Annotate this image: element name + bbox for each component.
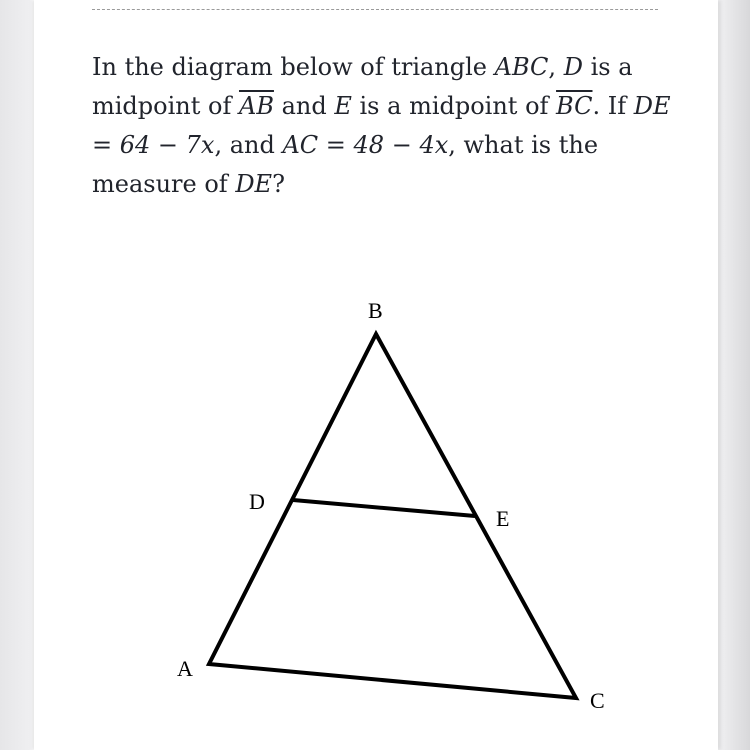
- vertex-label-c: C: [590, 688, 605, 713]
- triangle-lines: [209, 334, 576, 698]
- question-text-part: . If: [592, 92, 634, 120]
- math-point-d: D: [563, 53, 583, 81]
- math-equation-de: DE = 64 − 7x: [92, 92, 671, 159]
- question-text-part: ,: [548, 53, 564, 81]
- triangle-abc: [209, 334, 576, 698]
- vertex-label-d: D: [249, 489, 265, 514]
- math-triangle-abc: ABC: [494, 53, 549, 81]
- math-equation-ac: AC = 48 − 4x: [282, 131, 449, 159]
- vertex-label-e: E: [496, 506, 510, 531]
- question-text-part: , what is the measure of: [92, 131, 599, 198]
- math-segment-ab: $\overline{AB}$: [238, 92, 274, 120]
- question-text-part: is a midpoint of: [351, 92, 557, 120]
- question-text-part: In the diagram below of triangle: [92, 53, 495, 81]
- vertex-label-a: A: [177, 656, 193, 681]
- question-text-part: is a midpoint of: [92, 53, 633, 120]
- question-text-part: and: [273, 92, 335, 120]
- question-text-part: ?: [272, 170, 285, 198]
- math-segment-bc: $\overline{BC}$: [556, 92, 593, 120]
- midsegment-de: [293, 500, 475, 516]
- math-segment-de: DE: [235, 170, 273, 198]
- question-text-part: , and: [214, 131, 283, 159]
- math-point-e: E: [334, 92, 352, 120]
- vertex-label-b: B: [368, 298, 383, 323]
